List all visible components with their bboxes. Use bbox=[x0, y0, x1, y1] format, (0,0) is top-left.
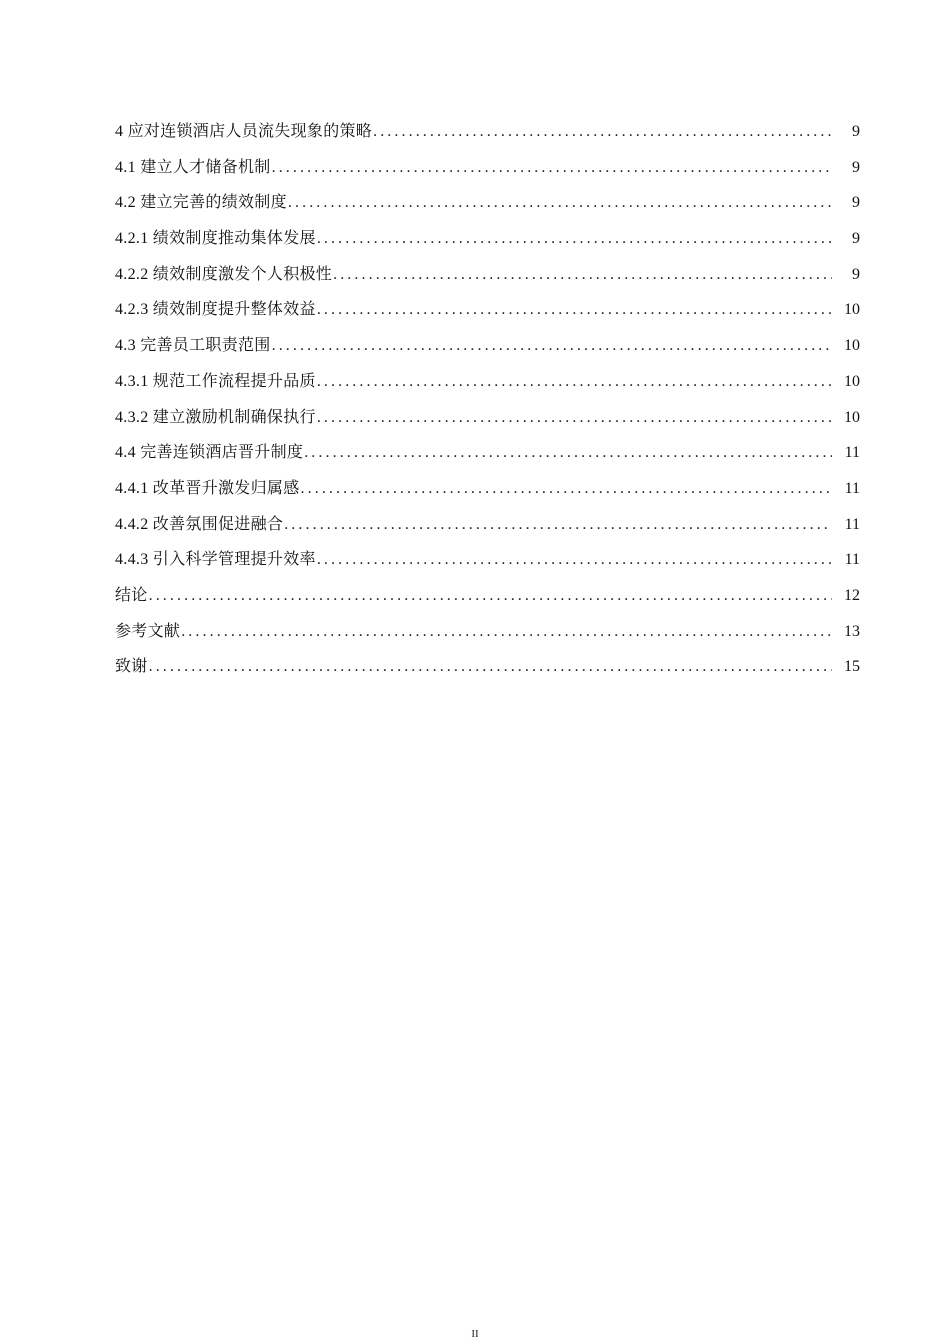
dot-leader bbox=[317, 400, 832, 436]
page-number: II bbox=[471, 1328, 479, 1340]
toc-entry[interactable] bbox=[115, 150, 860, 186]
dot-leader bbox=[272, 328, 832, 364]
toc-entry[interactable] bbox=[115, 614, 860, 650]
toc-entry-page: 9 bbox=[852, 158, 860, 176]
toc-entry-page: 10 bbox=[844, 301, 860, 319]
toc-entry-page: 15 bbox=[844, 658, 860, 676]
dot-leader bbox=[373, 114, 832, 150]
toc-entry-title: 4.4.1 改革晋升激发归属感 bbox=[115, 479, 300, 497]
toc-entry[interactable] bbox=[115, 364, 860, 400]
toc-entry[interactable] bbox=[115, 328, 860, 364]
dot-leader bbox=[301, 471, 832, 507]
toc-entry[interactable] bbox=[115, 435, 860, 471]
toc-entry-title: 4.2.3 绩效制度提升整体效益 bbox=[115, 301, 316, 319]
toc-entry-title: 4.3.1 规范工作流程提升品质 bbox=[115, 372, 316, 390]
toc-entry-title: 4.4.2 改善氛围促进融合 bbox=[115, 515, 284, 533]
toc-entry-page: 9 bbox=[852, 230, 860, 248]
toc-entry-page: 10 bbox=[844, 408, 860, 426]
toc-entry-title: 4.4 完善连锁酒店晋升制度 bbox=[115, 444, 304, 462]
toc-entry-title: 4.1 建立人才储备机制 bbox=[115, 158, 271, 176]
toc-entry-page: 11 bbox=[844, 551, 860, 569]
dot-leader bbox=[284, 507, 832, 543]
dot-leader bbox=[317, 221, 832, 257]
toc-entry-title: 4.4.3 引入科学管理提升效率 bbox=[115, 551, 316, 569]
toc-entry[interactable] bbox=[115, 257, 860, 293]
toc-entry-title: 4 应对连锁酒店人员流失现象的策略 bbox=[115, 123, 373, 140]
table-of-contents bbox=[115, 114, 860, 685]
toc-entry[interactable] bbox=[115, 400, 860, 436]
toc-entry[interactable] bbox=[115, 507, 860, 543]
toc-entry-page: 12 bbox=[844, 586, 860, 604]
dot-leader bbox=[304, 435, 832, 471]
toc-entry-page: 11 bbox=[844, 479, 860, 497]
dot-leader bbox=[333, 257, 832, 293]
toc-entry-page: 11 bbox=[844, 444, 860, 462]
toc-entry[interactable] bbox=[115, 471, 860, 507]
toc-entry-title: 参考文献 bbox=[115, 622, 181, 640]
toc-entry-page: 10 bbox=[844, 372, 860, 390]
toc-entry[interactable] bbox=[115, 542, 860, 578]
dot-leader bbox=[149, 578, 832, 614]
dot-leader bbox=[317, 292, 832, 328]
toc-entry-page: 13 bbox=[844, 622, 860, 640]
toc-entry[interactable] bbox=[115, 292, 860, 328]
toc-entry-page: 9 bbox=[852, 194, 860, 212]
toc-entry-title: 4.2.2 绩效制度激发个人积极性 bbox=[115, 265, 333, 283]
toc-entry[interactable] bbox=[115, 221, 860, 257]
toc-entry-title: 4.2.1 绩效制度推动集体发展 bbox=[115, 230, 316, 248]
dot-leader bbox=[272, 150, 832, 186]
dot-leader bbox=[288, 185, 832, 221]
toc-entry[interactable] bbox=[115, 578, 860, 614]
toc-entry-title: 4.3.2 建立激励机制确保执行 bbox=[115, 408, 316, 426]
toc-entry[interactable] bbox=[115, 649, 860, 685]
toc-entry-title: 4.3 完善员工职责范围 bbox=[115, 337, 271, 355]
toc-entry[interactable] bbox=[115, 185, 860, 221]
toc-entry-title: 4.2 建立完善的绩效制度 bbox=[115, 194, 287, 212]
toc-entry-page: 10 bbox=[844, 337, 860, 355]
toc-entry-title: 致谢 bbox=[115, 658, 148, 676]
dot-leader bbox=[149, 649, 832, 685]
toc-entry-page: 9 bbox=[852, 265, 860, 283]
toc-entry-title: 结论 bbox=[115, 586, 148, 604]
dot-leader bbox=[317, 364, 832, 400]
dot-leader bbox=[181, 614, 832, 650]
toc-entry-page: 9 bbox=[852, 123, 860, 140]
toc-entry-page: 11 bbox=[844, 515, 860, 533]
dot-leader bbox=[317, 542, 832, 578]
toc-entry[interactable] bbox=[115, 114, 860, 150]
